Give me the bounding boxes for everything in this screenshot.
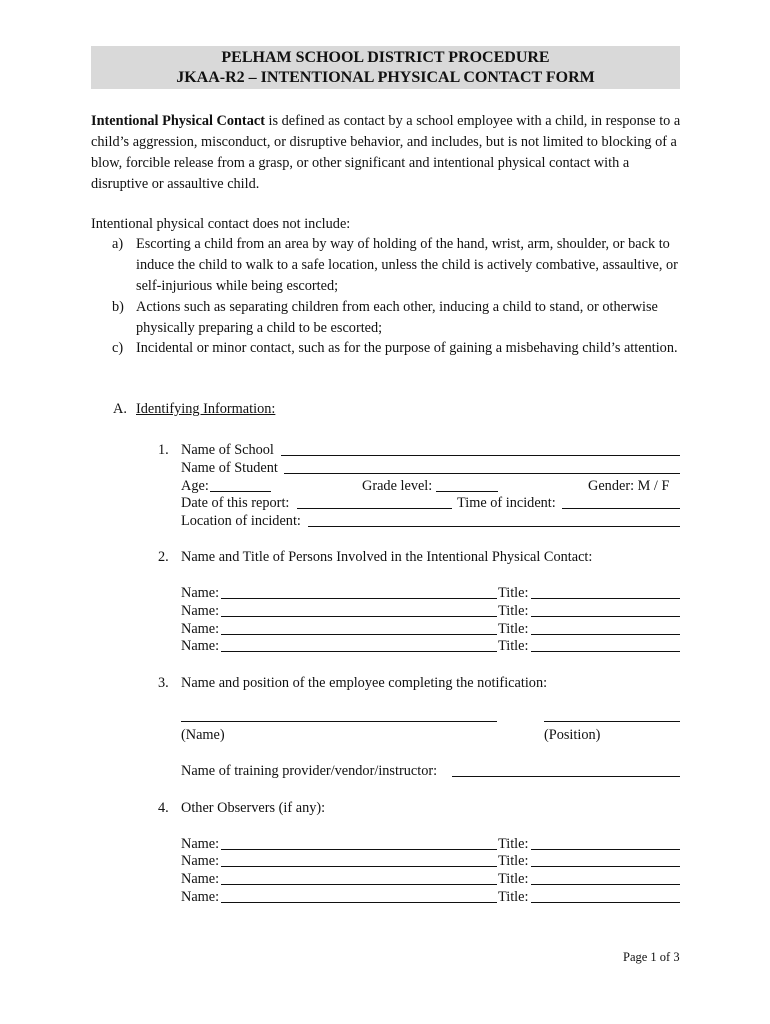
- training-provider-field[interactable]: [452, 776, 680, 777]
- item-4-title: Other Observers (if any):: [181, 800, 326, 816]
- item-4-number: 4.: [158, 800, 169, 816]
- involved-title-field[interactable]: [531, 616, 680, 617]
- gender-label[interactable]: Gender: M / F: [588, 478, 670, 494]
- definition-text: is defined as contact by a school employee with a child, in response to a child’s aggression, misconduct, or disruptive behavior, and includes, but is not limited to blocking of a blow, forcible release from a grasp, or other significant and intentional physical contact with a disruptive or assaultive child.: [91, 113, 681, 192]
- involved-name-label: Name:: [181, 638, 220, 654]
- involved-name-label: Name:: [181, 585, 220, 601]
- observer-title-label: Title:: [498, 836, 529, 852]
- section-a-marker: A.: [113, 401, 127, 417]
- item-2-title: Name and Title of Persons Involved in the Intentional Physical Contact:: [181, 549, 593, 565]
- observer-title-field[interactable]: [531, 849, 680, 850]
- employee-name-field[interactable]: [181, 721, 497, 722]
- definition-paragraph: [91, 111, 681, 195]
- observer-name-field[interactable]: [221, 849, 497, 850]
- header-title-line1: PELHAM SCHOOL DISTRICT PROCEDURE: [221, 49, 550, 66]
- exclusion-marker: c): [112, 340, 124, 356]
- involved-name-field[interactable]: [221, 598, 497, 599]
- observer-title-label: Title:: [498, 871, 529, 887]
- observer-title-field[interactable]: [531, 884, 680, 885]
- employee-position-field[interactable]: [544, 721, 680, 722]
- form-header: [91, 46, 680, 89]
- involved-title-label: Title:: [498, 621, 529, 637]
- observer-name-field[interactable]: [221, 902, 497, 903]
- age-field[interactable]: [210, 491, 271, 492]
- age-label: Age:: [181, 478, 209, 494]
- involved-name-label: Name:: [181, 603, 220, 619]
- observer-name-label: Name:: [181, 889, 220, 905]
- exclusion-item-b: [112, 297, 682, 339]
- grade-field[interactable]: [436, 491, 498, 492]
- student-label: Name of Student: [181, 460, 278, 476]
- item-2-number: 2.: [158, 549, 169, 565]
- exclusion-item-c: [112, 338, 682, 359]
- exclusion-text: Incidental or minor contact, such as for the purpose of gaining a misbehaving child’s attention.: [136, 340, 678, 356]
- location-field[interactable]: [308, 526, 680, 527]
- employee-position-caption: (Position): [544, 727, 601, 743]
- section-a-title: Identifying Information:: [136, 401, 276, 417]
- incident-time-label: Time of incident:: [457, 495, 556, 511]
- exclusion-marker: a): [112, 236, 124, 252]
- item-3-number: 3.: [158, 675, 169, 691]
- involved-title-label: Title:: [498, 585, 529, 601]
- school-field[interactable]: [281, 455, 680, 456]
- involved-title-label: Title:: [498, 638, 529, 654]
- observer-name-label: Name:: [181, 853, 220, 869]
- observer-title-label: Title:: [498, 889, 529, 905]
- header-title-line2: JKAA-R2 – INTENTIONAL PHYSICAL CONTACT FORM: [176, 69, 595, 86]
- involved-name-field[interactable]: [221, 651, 497, 652]
- observer-name-field[interactable]: [221, 866, 497, 867]
- report-date-label: Date of this report:: [181, 495, 290, 511]
- report-date-field[interactable]: [297, 508, 452, 509]
- involved-title-label: Title:: [498, 603, 529, 619]
- item-3-title: Name and position of the employee completing the notification:: [181, 675, 548, 691]
- observer-name-field[interactable]: [221, 884, 497, 885]
- exclusion-text: Escorting a child from an area by way of holding of the hand, wrist, arm, shoulder, or back to induce the child to walk to a safe location, unless the child is actively combative, assaultive, or self-injurious while being escorted;: [136, 236, 678, 294]
- employee-name-caption: (Name): [181, 727, 225, 743]
- incident-time-field[interactable]: [562, 508, 680, 509]
- involved-title-field[interactable]: [531, 651, 680, 652]
- training-provider-label: Name of training provider/vendor/instructor:: [181, 763, 438, 779]
- exclusion-text: Actions such as separating children from each other, inducing a child to stand, or otherwise physically preparing a child to be escorted;: [136, 299, 658, 336]
- involved-title-field[interactable]: [531, 598, 680, 599]
- involved-name-label: Name:: [181, 621, 220, 637]
- location-label: Location of incident:: [181, 513, 301, 529]
- involved-name-field[interactable]: [221, 634, 497, 635]
- student-field[interactable]: [284, 473, 680, 474]
- observer-name-label: Name:: [181, 871, 220, 887]
- observer-title-field[interactable]: [531, 866, 680, 867]
- observer-title-label: Title:: [498, 853, 529, 869]
- school-label: Name of School: [181, 442, 274, 458]
- involved-name-field[interactable]: [221, 616, 497, 617]
- exclusion-item-a: [112, 234, 682, 297]
- item-1-number: 1.: [158, 442, 169, 458]
- exclusion-marker: b): [112, 299, 124, 315]
- exclusions-intro: Intentional physical contact does not include:: [91, 216, 351, 232]
- observer-name-label: Name:: [181, 836, 220, 852]
- grade-label: Grade level:: [362, 478, 433, 494]
- definition-term: Intentional Physical Contact: [91, 113, 265, 129]
- page-number: Page 1 of 3: [623, 950, 680, 964]
- involved-title-field[interactable]: [531, 634, 680, 635]
- observer-title-field[interactable]: [531, 902, 680, 903]
